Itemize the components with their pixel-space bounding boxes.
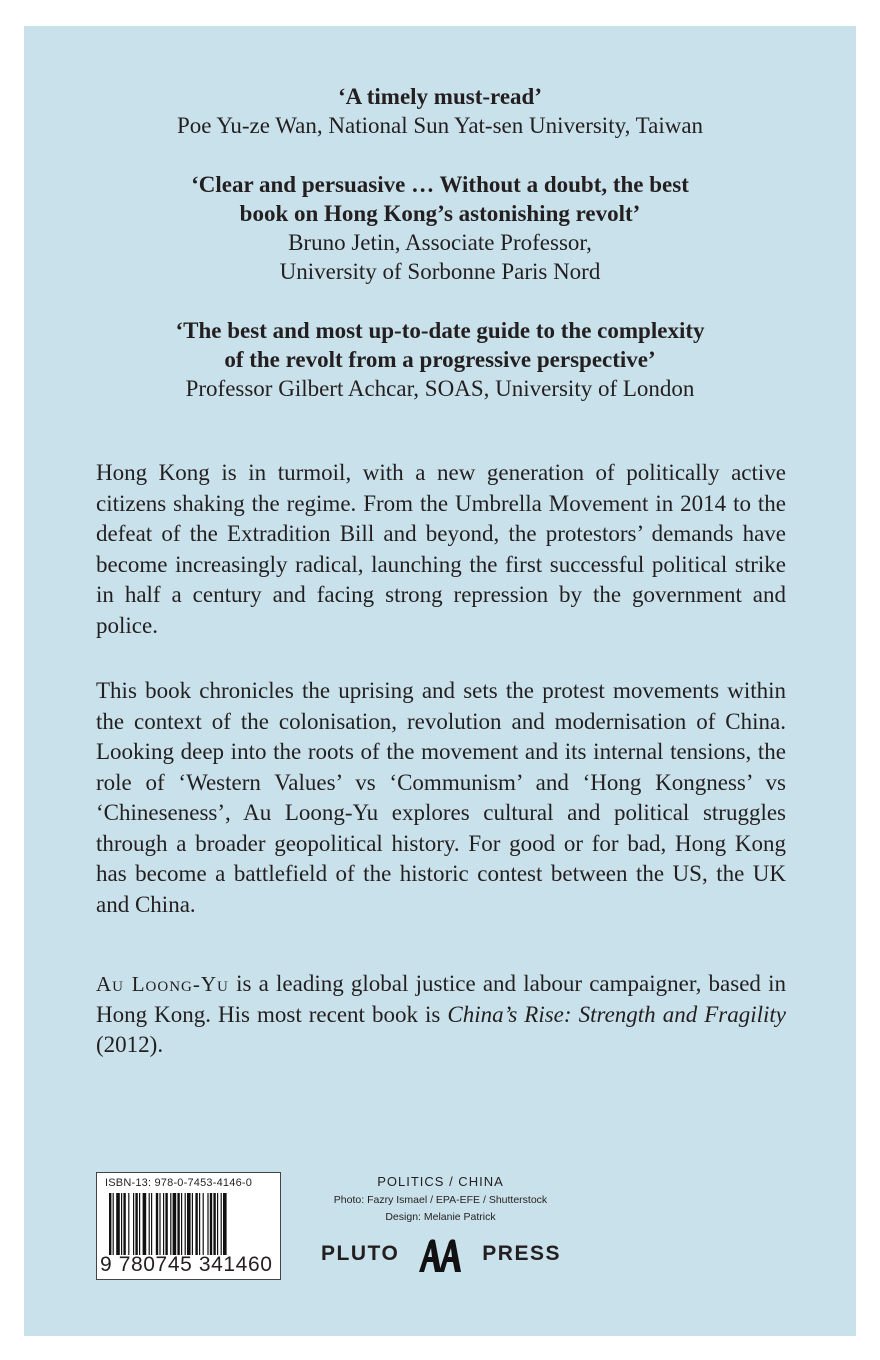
author-bio-year: (2012). (96, 1032, 164, 1057)
barcode-bar (187, 1193, 191, 1255)
credits (324, 1172, 557, 1226)
barcode-bar (135, 1193, 137, 1255)
barcode-bar (173, 1193, 177, 1255)
author-bio (96, 969, 786, 1061)
barcode-bar (221, 1193, 222, 1255)
photo-credit: Photo: Fazry Ismael / EPA-EFE / Shutterstock (333, 1194, 548, 1206)
review-quotes (24, 82, 856, 433)
barcode-bar (177, 1193, 179, 1255)
quote-attribution: Professor Gilbert Achcar, SOAS, University of London (185, 376, 695, 401)
author-name: Au Loong-Yu (96, 972, 229, 996)
barcode-bar (192, 1193, 193, 1255)
barcode-bar (143, 1193, 147, 1255)
review-quote (24, 170, 856, 286)
book-title: China’s Rise: Strength and Fragility (447, 1001, 786, 1027)
barcode-bar (139, 1193, 140, 1255)
pluto-press-logo-icon (417, 1238, 463, 1274)
barcode-bar (156, 1193, 158, 1255)
barcode-bar (149, 1193, 150, 1255)
category-label: POLITICS / CHINA (377, 1174, 504, 1189)
barcode-bar (181, 1193, 182, 1255)
barcode-bar (128, 1193, 129, 1255)
review-quote (24, 316, 856, 403)
isbn-digits: 9 780745 341460 (100, 1253, 273, 1276)
barcode-bar (165, 1193, 167, 1255)
barcode-bar (199, 1193, 200, 1255)
quote-attribution: Poe Yu-ze Wan, National Sun Yat-sen University, Taiwan (176, 113, 704, 138)
barcode-bar (223, 1193, 227, 1255)
barcode-bar (170, 1193, 171, 1255)
review-quote (24, 82, 856, 140)
barcode-bar (113, 1193, 114, 1255)
barcode-bar (213, 1193, 215, 1255)
barcode-bar (123, 1193, 125, 1255)
quote-attribution: Bruno Jetin, Associate Professor, (288, 230, 592, 255)
quote-text: ‘The best and most up-to-date guide to the complexity (175, 318, 705, 343)
barcode-bar (207, 1193, 208, 1255)
barcode-bar (195, 1193, 197, 1255)
barcode-bar (159, 1193, 160, 1255)
quote-text: ‘Clear and persuasive … Without a doubt, the best (191, 172, 689, 197)
author-bio-text: is a leading global justice and labour campaigner, based in Hong Kong. His most recent book is (96, 971, 786, 1027)
quote-text: of the revolt from a progressive perspective’ (224, 347, 656, 372)
blurb-paragraph: Hong Kong is in turmoil, with a new generation of politically active citizens shaking the regime. From the Umbrella Movement in 2014 to the defeat of the Extradition Bill and beyond, the protestors’ demands have become increasingly radical, launching the first successful political strike in half a century and facing strong repression by the government and police. (96, 460, 786, 638)
isbn-barcode (96, 1172, 281, 1280)
quote-attribution: University of Sorbonne Paris Nord (279, 259, 601, 284)
quote-text: ‘A timely must-read’ (338, 84, 542, 109)
quote-text: book on Hong Kong’s astonishing revolt’ (239, 201, 641, 226)
barcode-bar (109, 1193, 111, 1255)
barcode-bar (185, 1193, 186, 1255)
barcode-bar (203, 1193, 204, 1255)
barcode-bar (210, 1193, 212, 1255)
barcode-bar (121, 1193, 122, 1255)
barcode-bar (163, 1193, 164, 1255)
blurb-paragraph: This book chronicles the uprising and sets the protest movements within the context of the colonisation, revolution and modernisation of China. Looking deep into the roots of the movement and its internal tensions, the role of ‘Western Values’ vs ‘Communism’ and ‘Hong Kongness’ vs ‘Chineseness’, Au Loong-Yu explores cultural and political struggles through a broader geopolitical history. For good or for bad, Hong Kong has become a battlefield of the historic contest between the US, the UK and China. (96, 678, 786, 917)
barcode-bar (116, 1193, 120, 1255)
barcode-bar (133, 1193, 134, 1255)
barcode-bar (151, 1193, 152, 1255)
design-credit: Design: Melanie Patrick (385, 1211, 496, 1223)
publisher-name-right: PRESS (482, 1242, 561, 1265)
back-cover (24, 26, 856, 1336)
isbn-label: ISBN-13: 978-0-7453-4146-0 (105, 1177, 253, 1189)
barcode-bars (109, 1193, 267, 1255)
publisher-logo (321, 1238, 561, 1274)
barcode-bar (217, 1193, 218, 1255)
publisher-name-left: PLUTO (321, 1242, 400, 1265)
